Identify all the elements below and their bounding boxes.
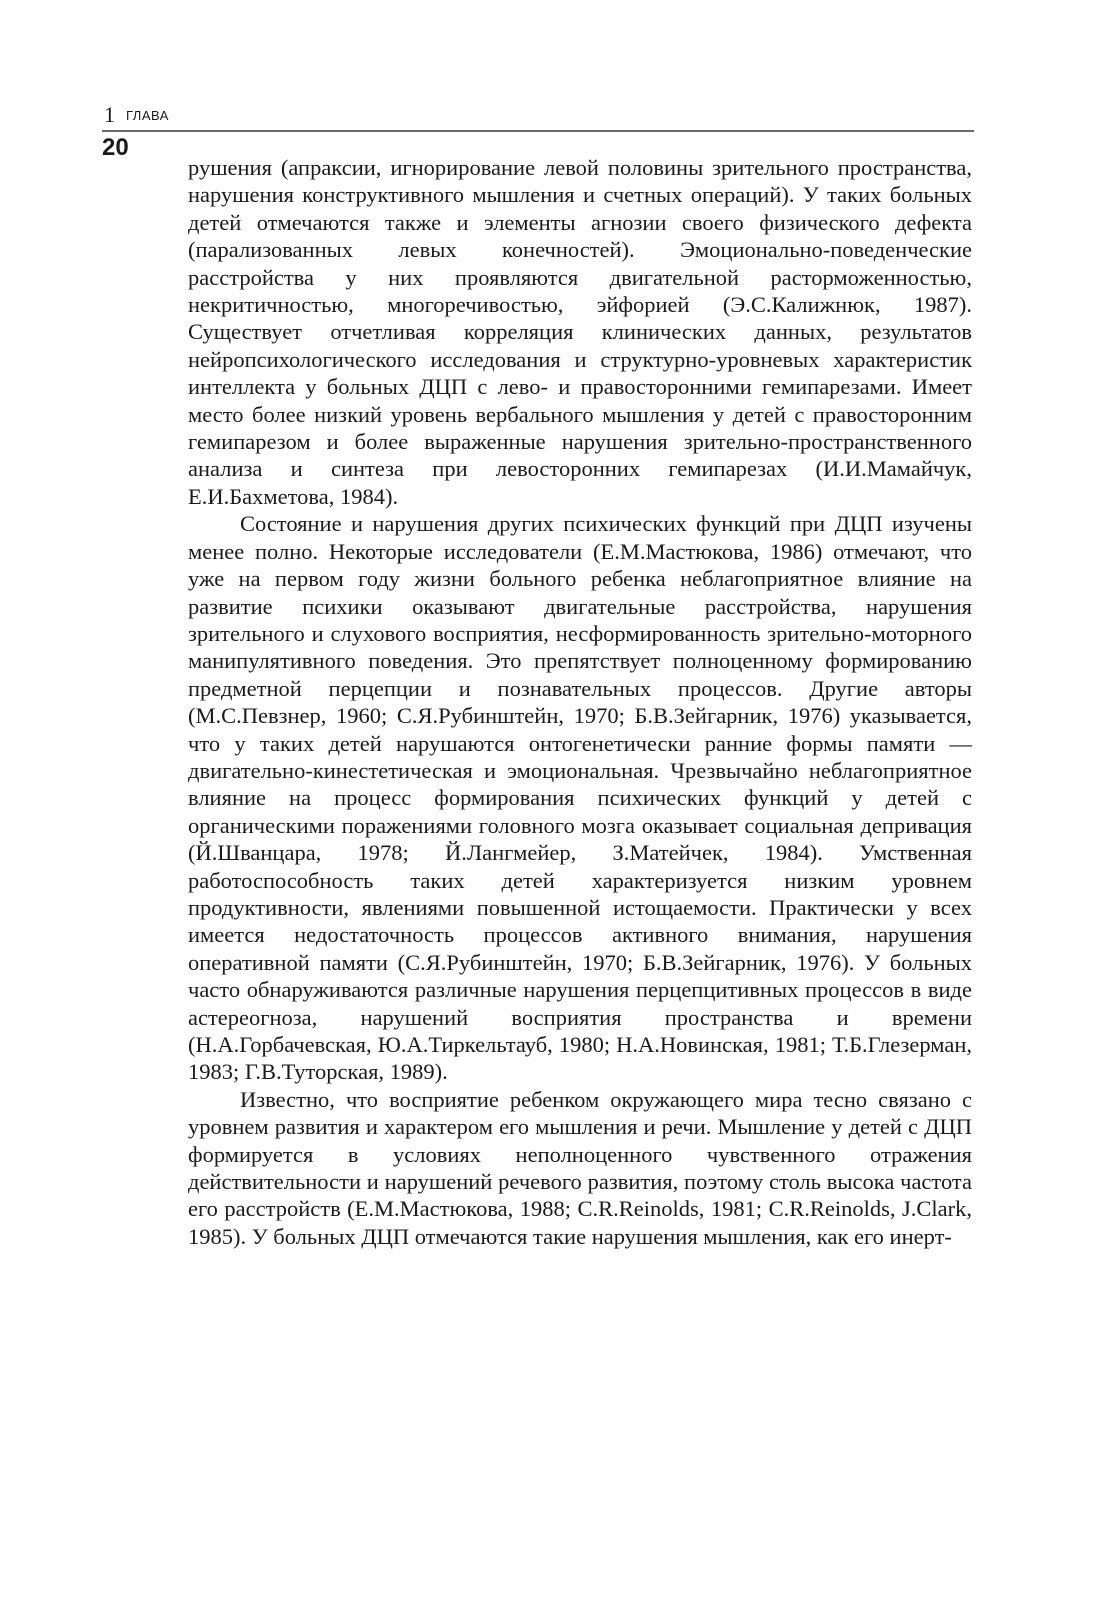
chapter-number: 1 (104, 102, 115, 127)
paragraph-3: Известно, что восприятие ребенком окружающего мира тесно связано с уровнем развития и характером его мышления и речи. Мышление у детей с ДЦП формируется в условиях неполноценного чувственного отражения действительности и нарушений речевого развития, поэтому столь высока частота его расстройств (Е.М.Мастюкова, 1988; C.R.Reinolds, 1981; C.R.Reinolds, J.Clark, 1985). У больных ДЦП отмечаются такие нарушения мышления, как его инерт- (188, 1086, 972, 1249)
chapter-label: ГЛАВА (126, 108, 169, 123)
running-head (102, 100, 974, 132)
page-number: 20 (102, 134, 129, 161)
paragraph-1: рушения (апраксии, игнорирование левой половины зрительного пространства, нарушения конструктивного мышления и счетных операций). У таких больных детей отмечаются также и элементы агнозии своего физического дефекта (парализованных левых конечностей). Эмоционально-поведенческие расстройства у них проявляются двигательной расторможенностью, некритичностью, многоречивостью, эйфорией (Э.С.Калижнюк, 1987). Существует отчетливая корреляция клинических данных, результатов нейропсихологического исследования и структурно-уровневых характеристик интеллекта у больных ДЦП с лево- и правосторонними гемипарезами. Имеет место более низкий уровень вербального мышления у детей с правосторонним гемипарезом и более выраженные нарушения зрительно-пространственного анализа и синтеза при левосторонних гемипарезах (И.И.Мамайчук, Е.И.Бахметова, 1984). (188, 155, 972, 509)
paragraph-2: Состояние и нарушения других психических функций при ДЦП изучены менее полно. Некоторые исследователи (Е.М.Мастюкова, 1986) отмечают, что уже на первом году жизни больного ребенка неблагоприятное влияние на развитие психики оказывают двигательные расстройства, нарушения зрительного и слухового восприятия, несформированность зрительно-моторного манипулятивного поведения. Это препятствует полноценному формированию предметной перцепции и познавательных процессов. Другие авторы (М.С.Певзнер, 1960; С.Я.Рубинштейн, 1970; Б.В.Зейгарник, 1976) указывается, что у таких детей нарушаются онтогенетически ранние формы памяти — двигательно-кинестетическая и эмоциональная. Чрезвычайно неблагоприятное влияние на процесс формирования психических функций у детей с органическими поражениями головного мозга оказывает социальная депривация (Й.Шванцара, 1978; Й.Лангмейер, З.Матейчек, 1984). Умственная работоспособность таких детей характеризуется низким уровнем продуктивности, явлениями повышенной истощаемости. Практически у всех имеется недостаточность процессов активного внимания, нарушения оперативной памяти (С.Я.Рубинштейн, 1970; Б.В.Зейгарник, 1976). У больных часто обнаруживаются различные нарушения перцепцитивных процессов в виде астереогноза, нарушений восприятия пространства и времени (Н.А.Горбачевская, Ю.А.Тиркельтауб, 1980; Н.А.Новинская, 1981; Т.Б.Глезерман, 1983; Г.В.Туторская, 1989). (188, 511, 972, 1085)
body-text (188, 154, 972, 1250)
